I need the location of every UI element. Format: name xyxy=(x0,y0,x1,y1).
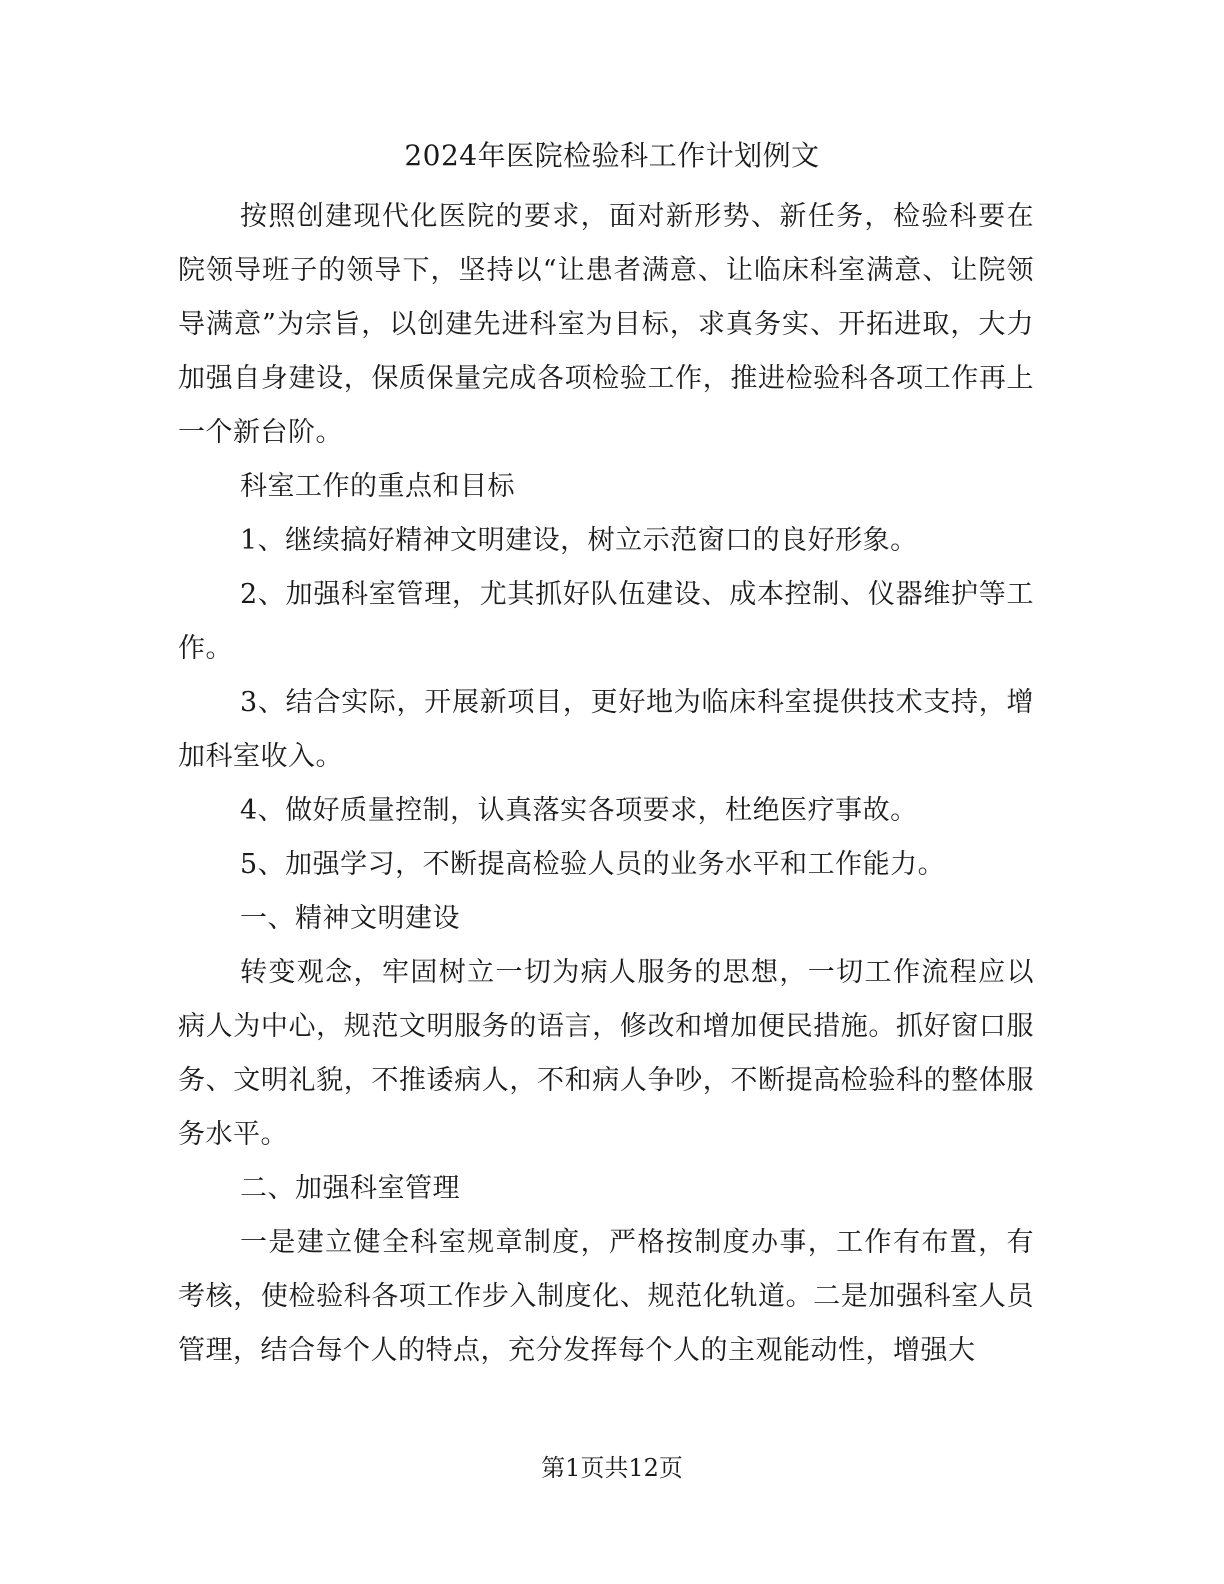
page-number-footer: 第1页共12页 xyxy=(541,1454,683,1482)
paragraph-intro: 按照创建现代化医院的要求，面对新形势、新任务，检验科要在院领导班子的领导下，坚持以“让患者满意、让临床科室满意、让院领导满意”为宗旨，以创建先进科室为目标，求真务实、开拓进取，大力加强自身建设，保质保量完成各项检验工作，推进检验科各项工作再上一个新台阶。 xyxy=(178,201,1034,448)
document-title: 2024年医院检验科工作计划例文 xyxy=(404,139,820,172)
goal-item-5: 5、加强学习，不断提高检验人员的业务水平和工作能力。 xyxy=(240,849,946,880)
document-body xyxy=(178,190,1034,1378)
section-heading-2: 二、加强科室管理 xyxy=(240,1173,460,1204)
goal-item-3: 3、结合实际，开展新项目，更好地为临床科室提供技术支持，增加科室收入。 xyxy=(178,687,1034,772)
section-1-paragraph: 转变观念，牢固树立一切为病人服务的思想，一切工作流程应以病人为中心，规范文明服务的语言，修改和增加便民措施。抓好窗口服务、文明礼貌，不推诿病人，不和病人争吵，不断提高检验科的整体服务水平。 xyxy=(178,957,1034,1150)
goal-item-1: 1、继续搞好精神文明建设，树立示范窗口的良好形象。 xyxy=(240,525,918,556)
paragraph-goals-heading: 科室工作的重点和目标 xyxy=(240,471,515,502)
goal-item-4: 4、做好质量控制，认真落实各项要求，杜绝医疗事故。 xyxy=(240,795,918,826)
section-2-paragraph: 一是建立健全科室规章制度，严格按制度办事，工作有布置，有考核，使检验科各项工作步入制度化、规范化轨道。二是加强科室人员管理，结合每个人的特点，充分发挥每个人的主观能动性，增强大 xyxy=(178,1227,1034,1366)
goal-item-2: 2、加强科室管理，尤其抓好队伍建设、成本控制、仪器维护等工作。 xyxy=(178,579,1034,664)
section-heading-1: 一、精神文明建设 xyxy=(240,903,460,934)
